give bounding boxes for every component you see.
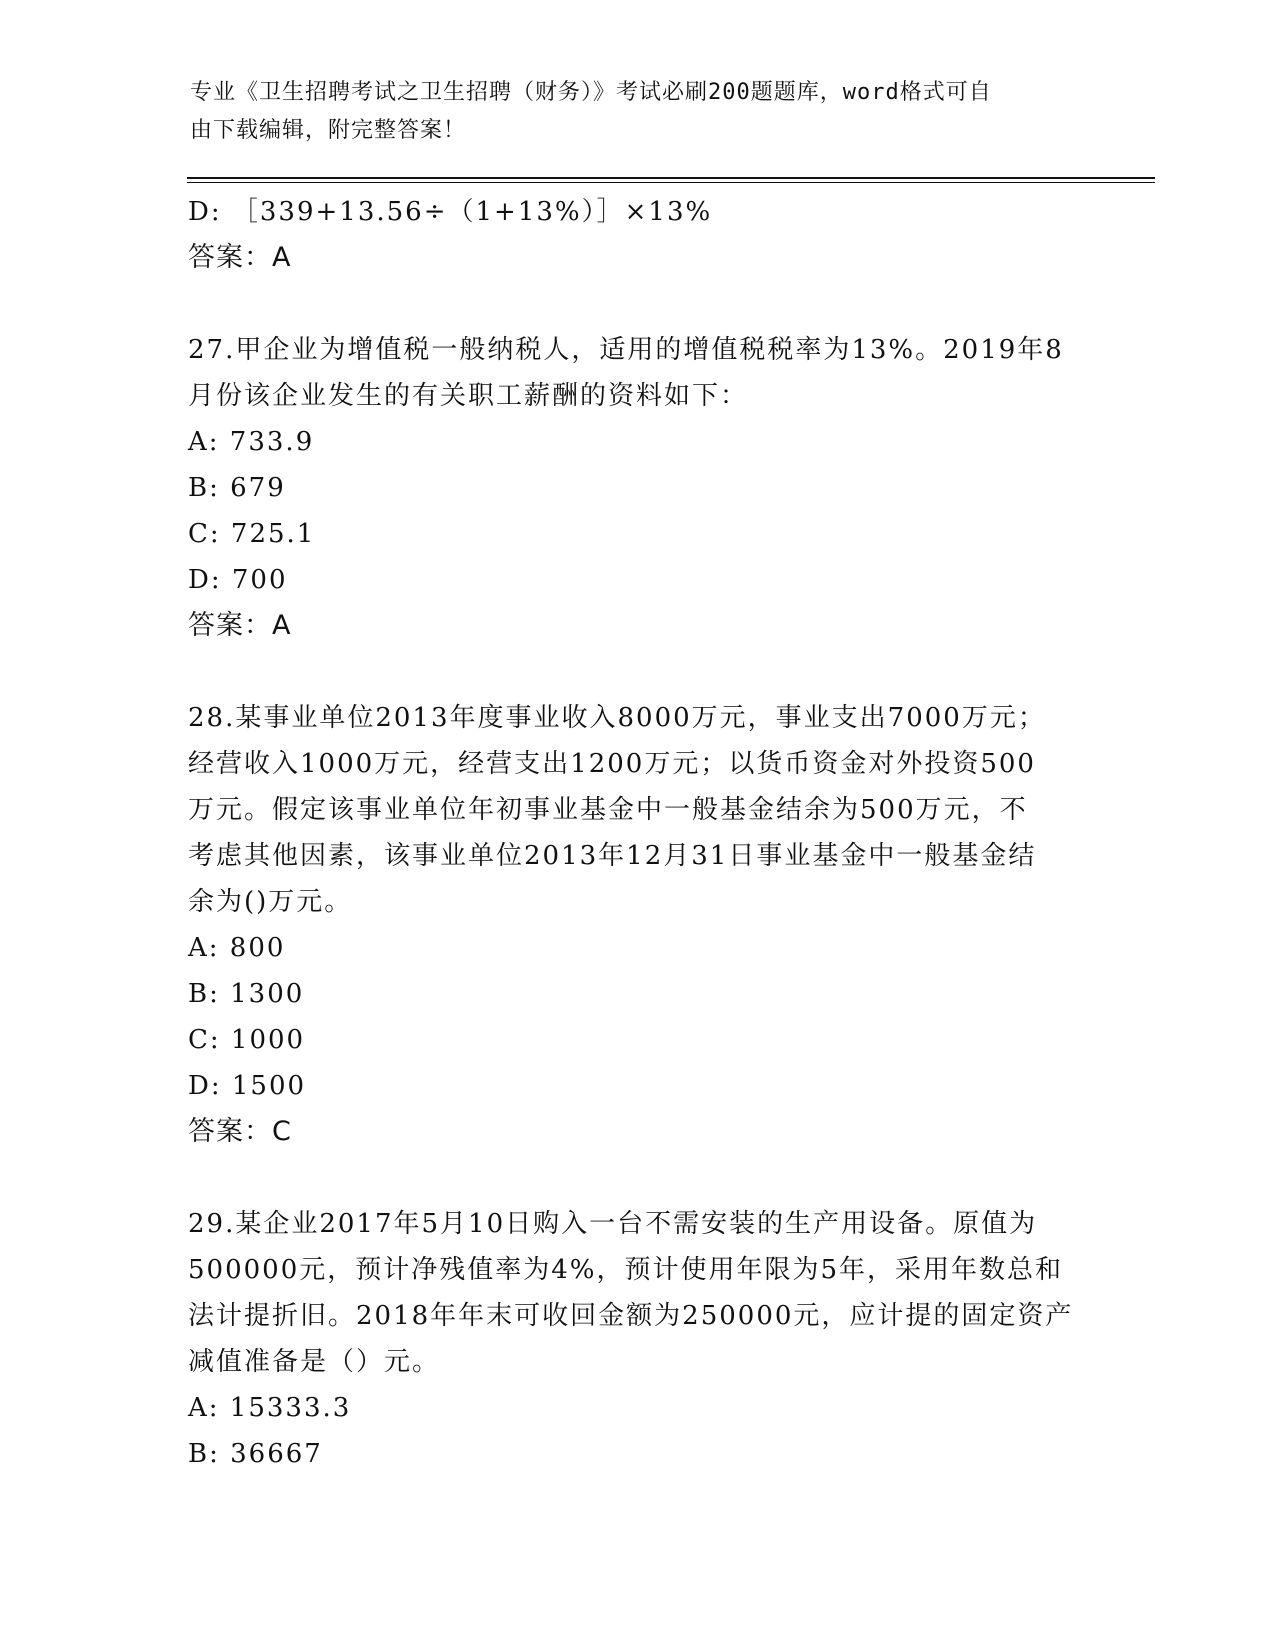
question-29 bbox=[188, 1201, 1088, 1477]
answer-line: 答案：C bbox=[188, 1116, 292, 1147]
question-text-line: 法计提折旧。2018年年末可收回金额为250000元，应计提的固定资产 bbox=[188, 1301, 1074, 1331]
question-text-line: 考虑其他因素，该事业单位2013年12月31日事业基金中一般基金结 bbox=[188, 841, 1037, 871]
header-line-1: 专业《卫生招聘考试之卫生招聘（财务）》考试必刷200题题库，word格式可自 bbox=[190, 80, 992, 105]
question-28 bbox=[188, 695, 1088, 1155]
option-a: A: 15333.3 bbox=[188, 1393, 352, 1423]
header-divider-thin bbox=[187, 182, 1155, 183]
answer-line: 答案：A bbox=[188, 242, 292, 273]
option-b: B: 679 bbox=[188, 473, 286, 503]
question-text-line: 28.某事业单位2013年度事业收入8000万元，事业支出7000万元； bbox=[188, 703, 1046, 733]
option-a: A: 733.9 bbox=[188, 427, 315, 457]
option-a: A: 800 bbox=[188, 933, 286, 963]
question-text-line: 27.甲企业为增值税一般纳税人，适用的增值税税率为13%。2019年8 bbox=[188, 335, 1064, 365]
option-c: C: 725.1 bbox=[188, 519, 316, 549]
option-d: D: 700 bbox=[188, 565, 288, 595]
document-header bbox=[190, 74, 1080, 150]
question-text-line: 500000元，预计净残值率为4%，预计使用年限为5年，采用年数总和 bbox=[188, 1255, 1064, 1285]
option-b: B: 1300 bbox=[188, 979, 305, 1009]
question-text-line: 经营收入1000万元，经营支出1200万元；以货币资金对外投资500 bbox=[188, 749, 1036, 779]
previous-question-fragment bbox=[188, 189, 1088, 281]
option-d: D: ［339+13.56÷（1+13%）］×13% bbox=[188, 197, 713, 227]
question-text-line: 余为()万元。 bbox=[188, 887, 353, 917]
question-text-line: 29.某企业2017年5月10日购入一台不需安装的生产用设备。原值为 bbox=[188, 1209, 1038, 1239]
header-divider-thick bbox=[187, 177, 1155, 179]
question-text-line: 减值准备是（）元。 bbox=[188, 1347, 441, 1377]
question-text-line: 月份该企业发生的有关职工薪酬的资料如下： bbox=[188, 381, 749, 411]
option-d: D: 1500 bbox=[188, 1071, 307, 1101]
answer-line: 答案：A bbox=[188, 610, 292, 641]
header-line-2: 由下载编辑，附完整答案！ bbox=[190, 118, 467, 143]
question-list bbox=[188, 189, 1088, 1477]
question-text-line: 万元。假定该事业单位年初事业基金中一般基金结余为500万元，不 bbox=[188, 795, 1028, 825]
question-27 bbox=[188, 327, 1088, 649]
option-b: B: 36667 bbox=[188, 1439, 323, 1469]
option-c: C: 1000 bbox=[188, 1025, 306, 1055]
